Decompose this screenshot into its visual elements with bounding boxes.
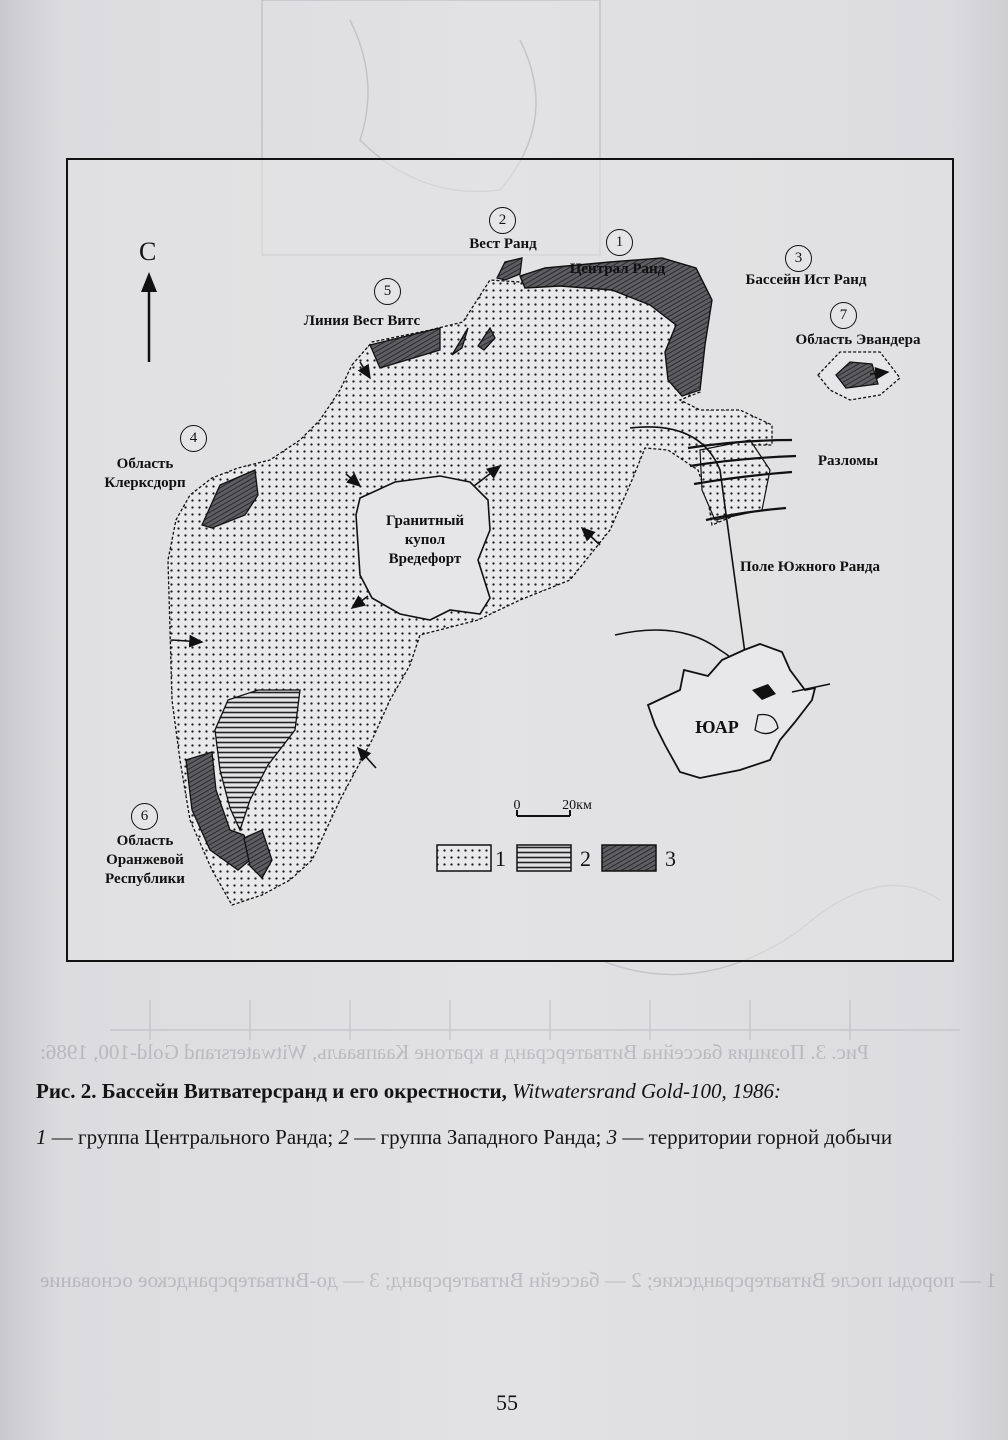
legend-description <box>36 1124 980 1150</box>
label-orange-3: Республики <box>105 871 185 887</box>
label-klerksdorp-2: Клерксдорп <box>104 475 186 491</box>
label-south-rand: Поле Южного Ранда <box>740 559 880 575</box>
legend-label-2: 2 <box>580 846 591 871</box>
west-rand-mining <box>497 258 522 280</box>
label-dome-1: Гранитный <box>385 513 465 529</box>
legend-swatch-2 <box>517 845 571 871</box>
legend-label-1: 1 <box>495 846 506 871</box>
marker-2: 2 <box>489 207 516 234</box>
legend-desc-t2: — группа Западного Ранда; <box>349 1125 607 1149</box>
label-south-africa: ЮАР <box>695 717 739 737</box>
scale-zero: 0 <box>513 798 521 813</box>
legend-desc-n1: 1 <box>36 1125 47 1149</box>
legend-swatch-1 <box>437 845 491 871</box>
label-klerksdorp-1: Область <box>116 456 174 472</box>
label-west-rand: Вест Ранд <box>469 236 537 252</box>
legend-desc-t3: — территории горной добычи <box>617 1125 893 1149</box>
figure-caption <box>36 1078 976 1104</box>
page-number: 55 <box>496 1390 518 1415</box>
legend-swatch-3 <box>602 845 656 871</box>
label-orange-2: Оранжевой <box>106 852 184 868</box>
marker-3: 3 <box>785 245 812 272</box>
label-evander: Область Эвандера <box>795 332 921 348</box>
marker-7: 7 <box>830 302 857 329</box>
north-label: С <box>139 237 157 266</box>
label-orange-1: Область <box>116 833 174 849</box>
caption-title: Рис. 2. Бассейн Витватерсранд и его окрестности, <box>36 1079 513 1103</box>
legend-desc-t1: — группа Центрального Ранда; <box>46 1125 339 1149</box>
legend-desc-n3: 3 <box>606 1125 618 1149</box>
marker-4: 4 <box>180 425 207 452</box>
label-west-wits: Линия Вест Витс <box>303 313 421 329</box>
label-central-rand: Централ Ранд <box>569 261 666 277</box>
bleed-line-1: Рис. 3. Позиция бассейна Витватерсранд в кратоне Каапвааль, Witwatersrand Gold-100, 1986: <box>40 1040 869 1064</box>
label-east-rand: Бассейн Ист Ранд <box>745 272 867 288</box>
marker-1: 1 <box>606 229 633 256</box>
label-faults: Разломы <box>817 453 879 469</box>
bleed-line-2: 1 — породы после Витватерсрандские; 2 — бассейн Витватерсранд; 3 — до-Витватерсрандское основание <box>40 1268 997 1292</box>
legend-label-3: 3 <box>665 846 676 871</box>
scale-distance: 20км <box>562 798 592 813</box>
legend-desc-n2: 2 <box>338 1125 350 1149</box>
marker-5: 5 <box>374 278 401 305</box>
marker-6: 6 <box>131 803 158 830</box>
label-dome-3: Вредефорт <box>388 551 462 567</box>
caption-source: Witwatersrand Gold-100, 1986: <box>512 1079 781 1103</box>
south-africa-inset <box>648 644 815 778</box>
north-arrow-icon <box>141 272 157 362</box>
label-dome-2: купол <box>404 532 446 548</box>
